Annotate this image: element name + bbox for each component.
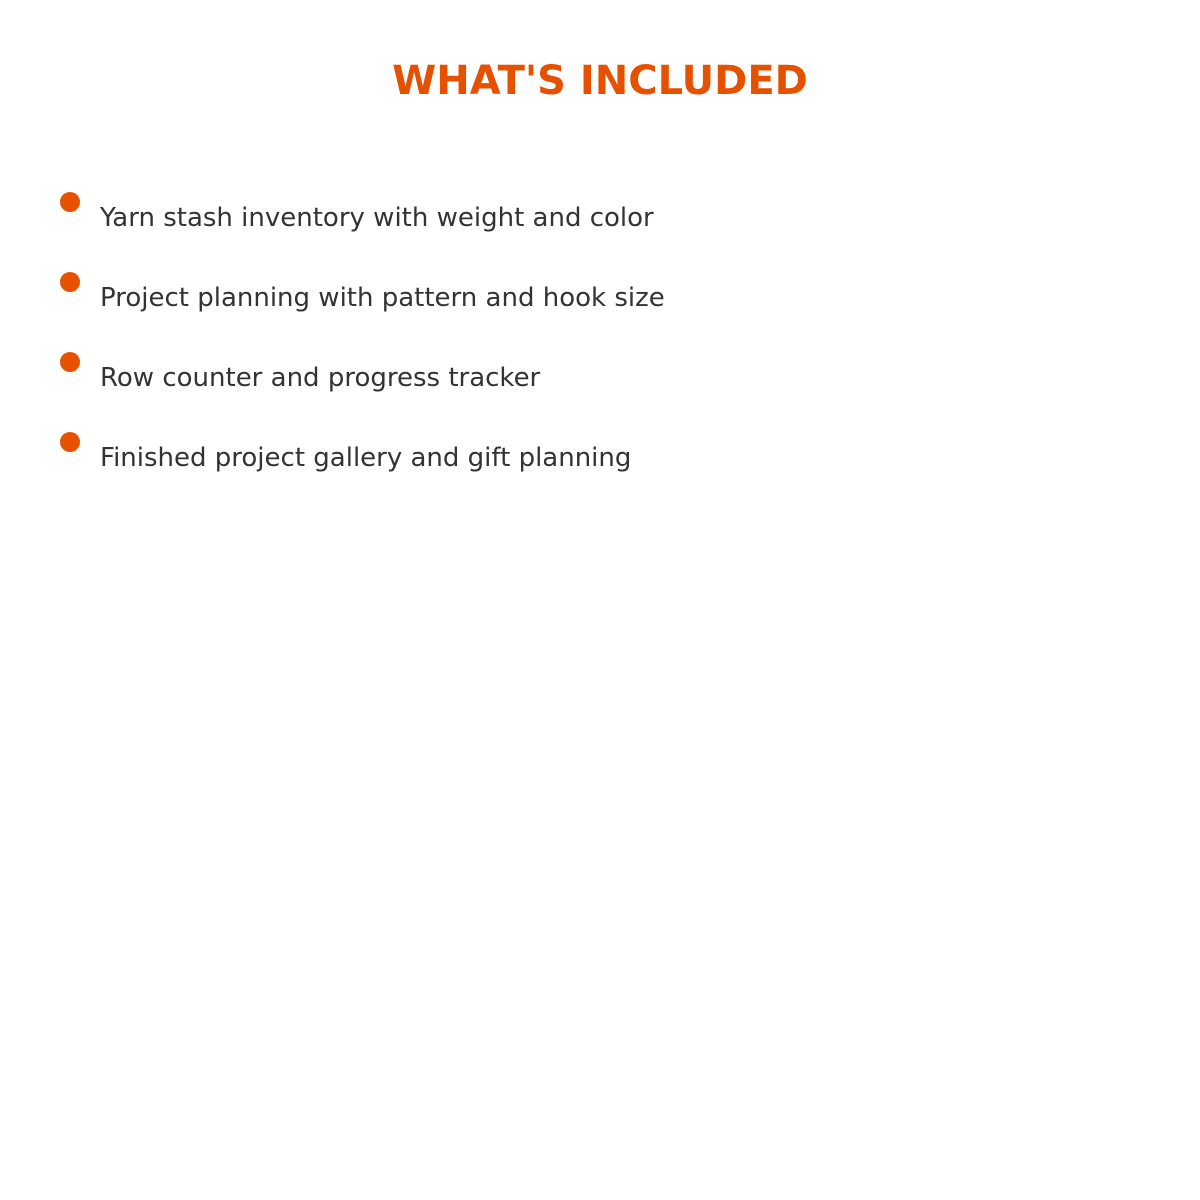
feature-text: Yarn stash inventory with weight and color xyxy=(100,203,654,233)
list-item xyxy=(0,432,1100,492)
list-item xyxy=(0,272,1100,332)
bullet-dot-icon xyxy=(60,272,80,292)
list-item xyxy=(0,352,1100,412)
feature-text: Finished project gallery and gift planning xyxy=(100,443,632,473)
page-title: WHAT'S INCLUDED xyxy=(392,58,808,104)
feature-text: Row counter and progress tracker xyxy=(100,363,541,393)
feature-text: Project planning with pattern and hook size xyxy=(100,283,665,313)
bullet-dot-icon xyxy=(60,192,80,212)
bullet-dot-icon xyxy=(60,432,80,452)
list-item xyxy=(0,192,1100,252)
bullet-dot-icon xyxy=(60,352,80,372)
